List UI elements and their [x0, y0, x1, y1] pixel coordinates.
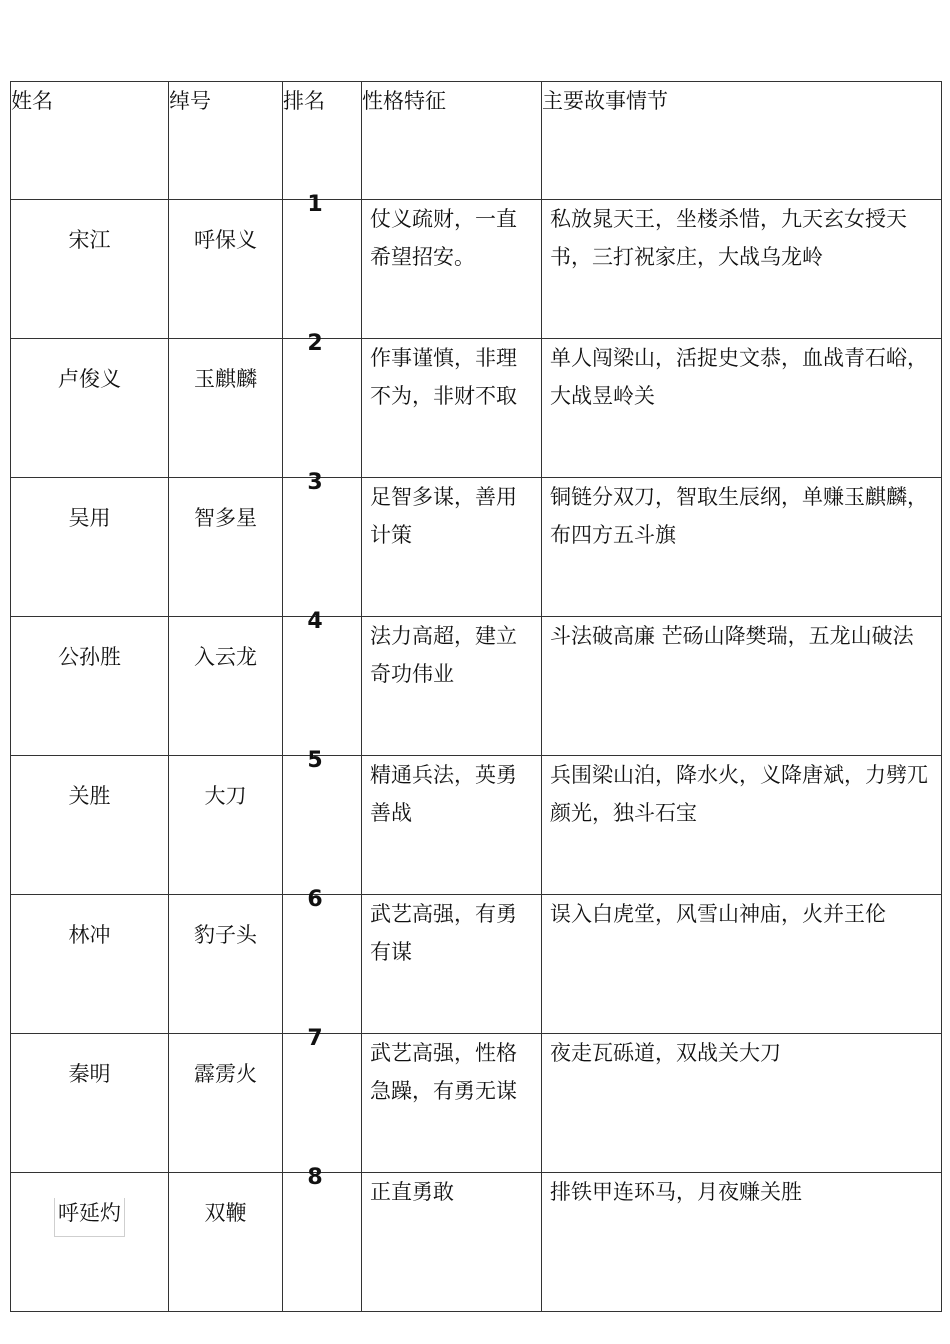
- table-row: [11, 339, 942, 478]
- hero-name: 卢俊义: [11, 339, 169, 478]
- hero-trait: 武艺高强，有勇有谋: [362, 895, 542, 1034]
- hero-story: 斗法破高廉 芒砀山降樊瑞，五龙山破法: [542, 617, 942, 756]
- hero-rank: 6: [283, 887, 362, 1026]
- header-trait: 性格特征: [362, 82, 542, 200]
- hero-nickname: 双鞭: [169, 1173, 283, 1312]
- hero-name: 林冲: [11, 895, 169, 1034]
- header-nickname: 绰号: [169, 82, 283, 200]
- hero-story: 误入白虎堂，风雪山神庙，火并王伦: [542, 895, 942, 1034]
- hero-nickname: 玉麒麟: [169, 339, 283, 478]
- hero-trait: 武艺高强，性格急躁，有勇无谋: [362, 1034, 542, 1173]
- hero-trait: 精通兵法，英勇善战: [362, 756, 542, 895]
- hero-nickname: 霹雳火: [169, 1034, 283, 1173]
- hero-nickname: 呼保义: [169, 200, 283, 339]
- hero-story: 夜走瓦砾道，双战关大刀: [542, 1034, 942, 1173]
- hero-ranking-table: [10, 81, 942, 1312]
- header-story: 主要故事情节: [542, 82, 942, 200]
- table-header-row: [11, 82, 942, 200]
- header-name: 姓名: [11, 82, 169, 200]
- hero-rank: 5: [283, 748, 362, 887]
- table-row: [11, 895, 942, 1034]
- hero-name: 秦明: [11, 1034, 169, 1173]
- hero-story: 单人闯梁山，活捉史文恭，血战青石峪，大战昱岭关: [542, 339, 942, 478]
- hero-trait: 法力高超，建立奇功伟业: [362, 617, 542, 756]
- hero-name: 吴用: [11, 478, 169, 617]
- hero-rank: 3: [283, 470, 362, 609]
- hero-trait: 仗义疏财，一直希望招安。: [362, 200, 542, 339]
- hero-story: 私放晁天王，坐楼杀惜，九天玄女授天书，三打祝家庄，大战乌龙岭: [542, 200, 942, 339]
- table-row: [11, 478, 942, 617]
- hero-trait: 正直勇敢: [362, 1173, 542, 1312]
- table-row: [11, 1173, 942, 1312]
- hero-trait: 足智多谋，善用计策: [362, 478, 542, 617]
- hero-nickname: 入云龙: [169, 617, 283, 756]
- hero-nickname: 大刀: [169, 756, 283, 895]
- hero-rank: 7: [283, 1026, 362, 1165]
- hero-name: 公孙胜: [11, 617, 169, 756]
- hero-rank: 1: [283, 192, 362, 331]
- hero-rank: 8: [283, 1165, 362, 1304]
- hero-story: 铜链分双刀，智取生辰纲，单赚玉麒麟，布四方五斗旗: [542, 478, 942, 617]
- hero-name: 呼延灼: [54, 1198, 125, 1237]
- table-row: [11, 756, 942, 895]
- hero-name-cell: [11, 1173, 169, 1312]
- hero-name: 宋江: [11, 200, 169, 339]
- hero-story: 排铁甲连环马，月夜赚关胜: [542, 1173, 942, 1312]
- hero-trait: 作事谨慎，非理不为，非财不取: [362, 339, 542, 478]
- hero-story: 兵围梁山泊，降水火，义降唐斌，力劈兀颜光，独斗石宝: [542, 756, 942, 895]
- table-row: [11, 617, 942, 756]
- hero-name: 关胜: [11, 756, 169, 895]
- header-rank: 排名: [283, 82, 362, 200]
- hero-nickname: 豹子头: [169, 895, 283, 1034]
- table-row: [11, 200, 942, 339]
- hero-rank: 4: [283, 609, 362, 748]
- hero-rank: 2: [283, 331, 362, 470]
- table-row: [11, 1034, 942, 1173]
- hero-nickname: 智多星: [169, 478, 283, 617]
